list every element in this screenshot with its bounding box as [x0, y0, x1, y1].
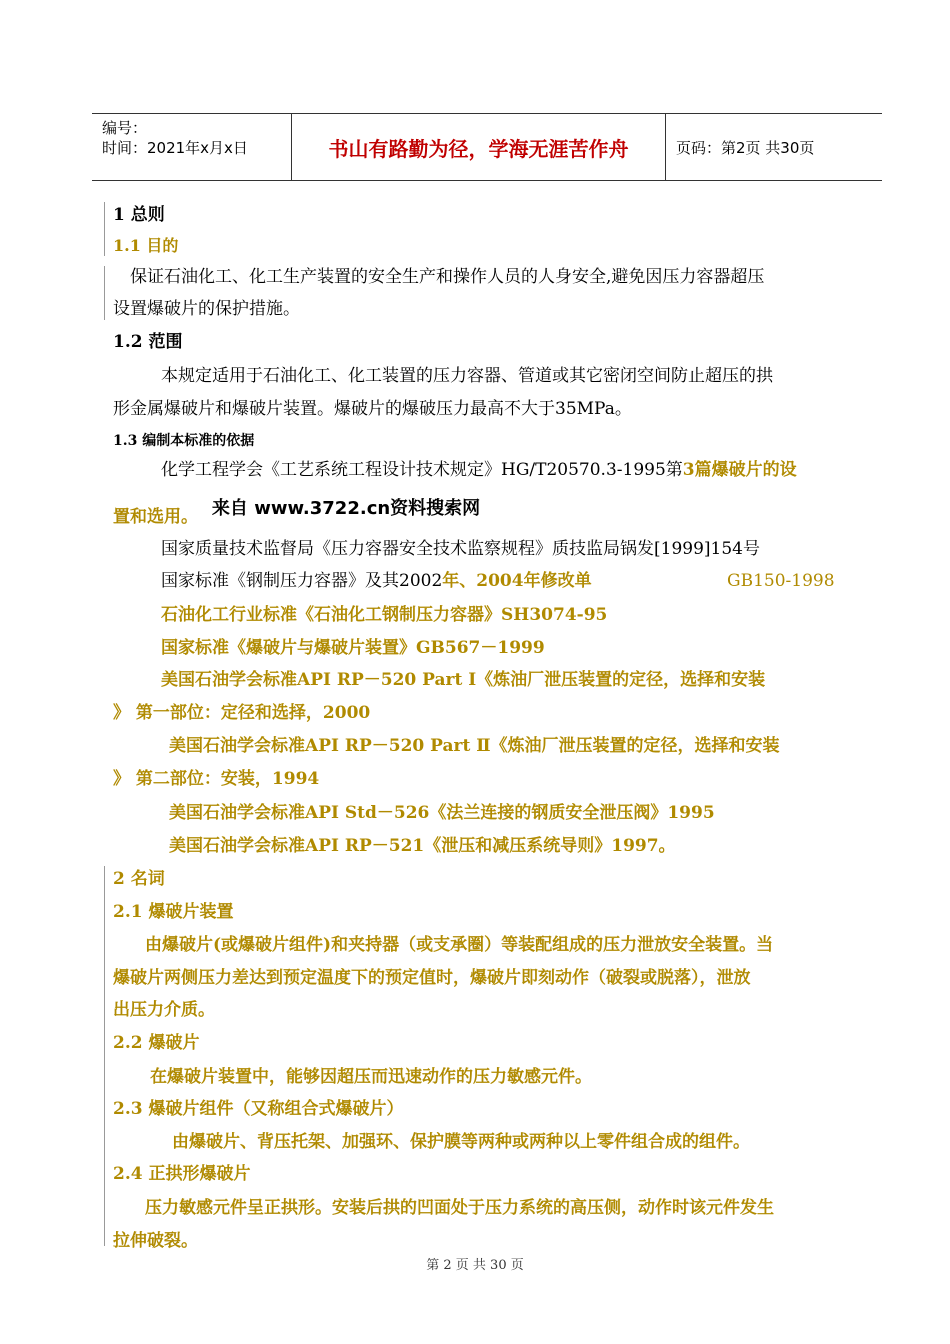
paragraph: 由爆破片、背压托架、加强环、保护膜等两种或两种以上零件组合成的组件。 [172, 1132, 750, 1152]
reference-item: 美国石油学会标准API RP－520 Part Ⅰ《炼油厂泄压装置的定径，选择和安装 [161, 670, 766, 690]
reference-text: 国家标准《钢制压力容器》及其2002 [161, 571, 443, 591]
reference-item: 》 第一部位：定径和选择，2000 [113, 703, 371, 723]
reference-item [113, 498, 481, 528]
reference-item: 美国石油学会标准API RP－521《泄压和减压系统导则》1997。 [169, 836, 676, 856]
reference-text: 化学工程学会《工艺系统工程设计技术规定》HG/T20570.3-1995第 [161, 460, 683, 480]
reference-code: GB150-1998 [727, 571, 835, 591]
reference-text: 3篇爆破片的设 [682, 460, 797, 480]
reference-item: 美国石油学会标准API RP－520 Part Ⅱ《炼油厂泄压装置的定径，选择和安装 [169, 736, 780, 756]
section-2-2-title: 2.2 爆破片 [113, 1033, 200, 1053]
section-2-title: 2 名词 [113, 869, 165, 889]
paragraph: 设置爆破片的保护措施。 [113, 299, 300, 319]
header-page-number: 页码：第2页 共30页 [676, 138, 815, 157]
paragraph: 本规定适用于石油化工、化工装置的压力容器、管道或其它密闭空间防止超压的拱 [161, 366, 773, 386]
section-1-1-title: 1.1 目的 [113, 236, 179, 255]
margin-bar [104, 202, 105, 256]
reference-item [161, 570, 592, 592]
reference-item: 美国石油学会标准API Std－526《法兰连接的钢质安全泄压阀》1995 [169, 803, 715, 823]
paragraph: 保证石油化工、化工生产装置的安全生产和操作人员的人身安全,避免因压力容器超压 [130, 267, 765, 287]
reference-text: 置和选用。 [113, 507, 198, 527]
reference-item: 》 第二部位：安装，1994 [113, 769, 320, 789]
section-1-title: 1 总则 [113, 205, 165, 225]
paragraph: 在爆破片装置中，能够因超压而迅速动作的压力敏感元件。 [150, 1067, 592, 1087]
paragraph: 由爆破片(或爆破片组件)和夹持器（或支承圈）等装配组成的压力泄放安全装置。当 [145, 935, 774, 955]
page-footer: 第 2 页 共 30 页 [426, 1258, 524, 1273]
margin-bar [104, 266, 105, 320]
reference-item: 国家标准《爆破片与爆破片装置》GB567－1999 [161, 638, 545, 658]
paragraph: 压力敏感元件呈正拱形。安装后拱的凹面处于压力系统的高压侧，动作时该元件发生 [145, 1198, 774, 1218]
reference-item: 石油化工行业标准《石油化工钢制压力容器》SH3074-95 [161, 605, 608, 625]
watermark-text: 来自 www.3722.cn资料搜索网 [211, 498, 481, 519]
margin-bar [104, 866, 105, 1246]
page-header [92, 113, 882, 181]
document-number: 编号： [102, 119, 148, 137]
section-2-3-title: 2.3 爆破片组件（又称组合式爆破片） [113, 1099, 404, 1119]
document-time: 时间：2021年x月x日 [102, 139, 248, 157]
paragraph: 拉伸破裂。 [113, 1231, 198, 1251]
header-slogan: 书山有路勤为径，学海无涯苦作舟 [292, 114, 666, 180]
section-2-4-title: 2.4 正拱形爆破片 [113, 1164, 251, 1184]
paragraph: 形金属爆破片和爆破片装置。爆破片的爆破压力最高不大于35MPa。 [113, 399, 632, 419]
paragraph: 爆破片两侧压力差达到预定温度下的预定值时，爆破片即刻动作（破裂或脱落），泄放 [113, 968, 751, 988]
reference-item: 国家质量技术监督局《压力容器安全技术监察规程》质技监局锅发[1999]154号 [161, 539, 760, 559]
header-meta [92, 114, 292, 180]
reference-text: 年、2004年修改单 [442, 571, 592, 591]
section-1-2-title: 1.2 范围 [113, 332, 183, 352]
paragraph: 出压力介质。 [113, 1000, 215, 1020]
section-1-3-title: 1.3 编制本标准的依据 [113, 433, 255, 449]
reference-item [161, 459, 797, 481]
section-2-1-title: 2.1 爆破片装置 [113, 902, 234, 922]
